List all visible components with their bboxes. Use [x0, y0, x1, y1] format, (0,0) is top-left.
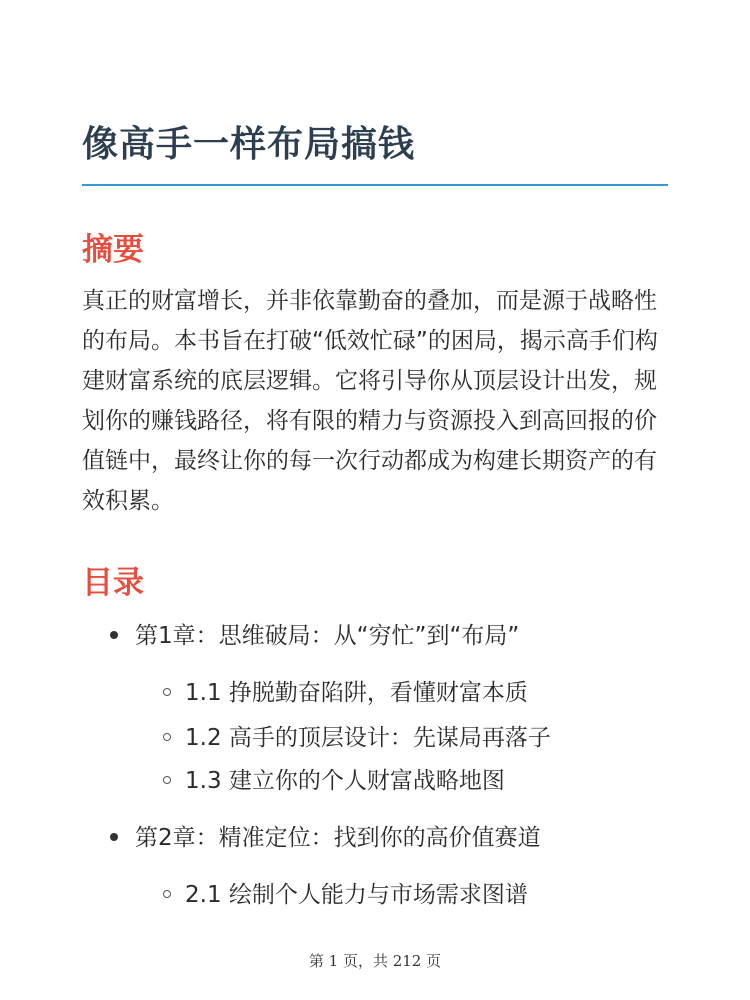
toc-chapter-label: 第2章：精准定位：找到你的高价值赛道: [135, 825, 541, 851]
title-divider: [82, 184, 668, 186]
hollow-bullet-icon: [163, 776, 171, 784]
abstract-heading: 摘要: [82, 232, 144, 268]
abstract-paragraph: 真正的财富增长，并非依靠勤奋的叠加，而是源于战略性的布局。本书旨在打破“低效忙碌”的困局，揭示高手们构建财富系统的底层逻辑。它将引导你从顶层设计出发，规划你的赚钱路径，将有限的精力与资源投入到高回报的价值链中，最终让你的每一次行动都成为构建长期资产的有效积累。: [82, 288, 658, 514]
toc-chapter-2: [110, 823, 541, 853]
toc-section-label: 1.1 挣脱勤奋陷阱，看懂财富本质: [185, 680, 528, 706]
toc-section-label: 2.1 绘制个人能力与市场需求图谱: [185, 882, 528, 908]
filled-bullet-icon: [110, 631, 118, 639]
hollow-bullet-icon: [163, 688, 171, 696]
toc-section-label: 1.3 建立你的个人财富战略地图: [185, 768, 505, 794]
toc-section-1-1: [163, 678, 528, 708]
toc-section-1-3: [163, 766, 505, 796]
document-title: 像高手一样布局搞钱: [82, 124, 416, 165]
toc-section-1-2: [163, 723, 551, 753]
toc-section-label: 1.2 高手的顶层设计：先谋局再落子: [185, 725, 551, 751]
toc-section-2-1: [163, 880, 528, 910]
hollow-bullet-icon: [163, 890, 171, 898]
filled-bullet-icon: [110, 833, 118, 841]
toc-heading: 目录: [82, 565, 144, 601]
toc-chapter-label: 第1章：思维破局：从“穷忙”到“布局”: [135, 623, 520, 649]
toc-chapter-1: [110, 621, 519, 651]
hollow-bullet-icon: [163, 733, 171, 741]
page-footer: 第 1 页，共 212 页: [308, 952, 442, 970]
